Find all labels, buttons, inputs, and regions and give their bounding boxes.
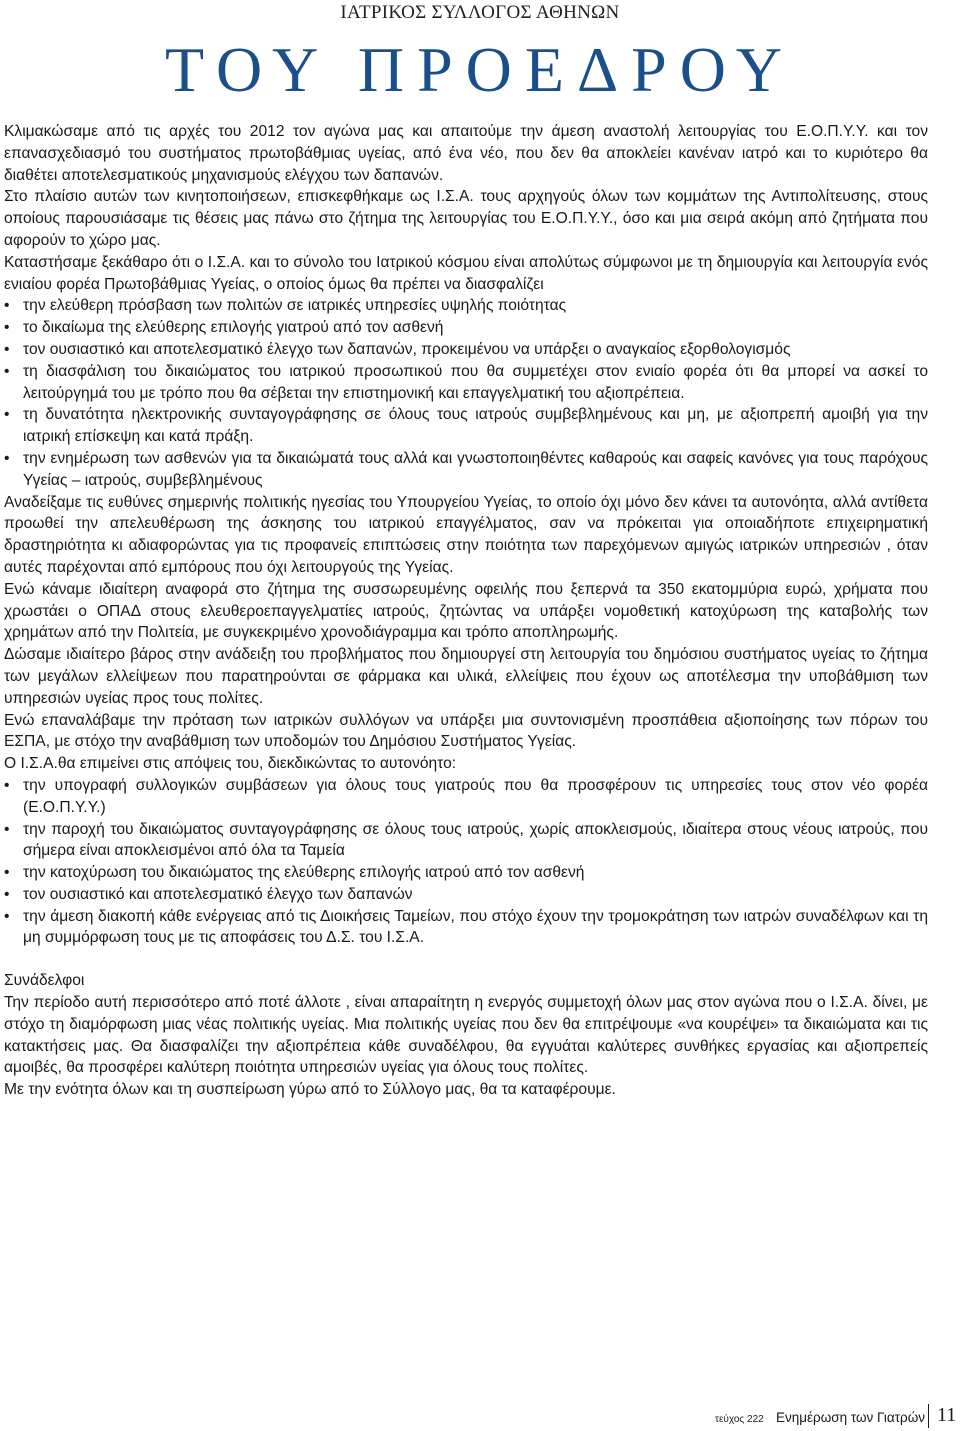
issue-number: τεύχος 222 [715,1414,764,1425]
publication-name: Ενημέρωση των Γιατρών [776,1410,926,1425]
list-item: • την ελεύθερη πρόσβαση των πολιτών σε ιατρικές υπηρεσίες υψηλής ποιότητας [4,295,928,317]
bullet-icon: • [4,340,10,358]
paragraph-closing: Με την ενότητα όλων και τη συσπείρωση γύρω από το Σύλλογο μας, θα τα καταφέρουμε. [4,1081,616,1099]
claims-list [4,775,928,949]
footer-divider [928,1404,929,1428]
bullet-icon: • [4,449,10,467]
bullet-icon: • [4,776,10,794]
bullet-icon: • [4,297,10,315]
list-item: • τον ουσιαστικό και αποτελεσματικό έλεγχο των δαπανών [4,884,928,906]
list-item: • τη διασφάλιση του δικαιώματος του ιατρικού προσωπικού που θα συμμετέχει στον ενιαίο φορέα ότι θα μπορεί να ασκεί το λειτούργημά του με τρόπο που θα σέβεται την επιστημονική και επαγγελματική του αξιοπρέπεια. [4,362,928,402]
paragraph-position: Καταστήσαμε ξεκάθαρο ότι ο Ι.Σ.Α. και το σύνολο του Ιατρικού κόσμου είναι απολύτως σύμφωνοι με τη δημιουργία και λειτουργία ενός ενιαίου φορέα Πρωτοβάθμιας Υγείας, ο οποίος όμως θα πρέπει να διασφαλίζει [4,253,928,293]
paragraph-espa: Ενώ επαναλάβαμε την πρόταση των ιατρικών συλλόγων να υπάρξει μια συντονισμένη προσπάθεια αξιοποίησης των πόρων του ΕΣΠΑ, με στόχο την αναβάθμιση των υποδομών του Δημόσιου Συστήματος Υγείας. [4,711,928,751]
page-footer [0,1404,960,1431]
association-name: ΙΑΤΡΙΚΟΣ ΣΥΛΛΟΓΟΣ ΑΘΗΝΩΝ [340,2,620,23]
bullet-icon: • [4,864,10,882]
page-title: ΤΟΥ ΠΡΟΕΔΡΟΥ [165,34,795,105]
article-body [4,121,928,1101]
paragraph-shortages: Δώσαμε ιδιαίτερο βάρος στην ανάδειξη του προβλήματος που δημιουργεί στη λειτουργία του δημόσιου συστήματος υγείας το ζήτημα των μεγάλων ελλείψεων που παρατηρούνται σε φάρμακα και υλικά, ελλείψεις που έχουν ως αποτέλεσμα την υποβάθμιση των υπηρεσιών υγείας προς τους πολίτες. [4,646,928,707]
list-item: • τη δυνατότητα ηλεκτρονικής συνταγογράφησης σε όλους τους ιατρούς συμβεβλημένους και μη, με αξιοπρεπή αμοιβή για την ιατρική επίσκεψη και κατά πράξη. [4,406,928,446]
bullet-icon: • [4,319,10,337]
list-item: • την κατοχύρωση του δικαιώματος της ελεύθερης επιλογής ιατρού από τον ασθενή [4,862,928,884]
paragraph-debt: Ενώ κάναμε ιδιαίτερη αναφορά στο ζήτημα της συσσωρευμένης οφειλής που ξεπερνά τα 350 εκατομμύρια ευρώ, χρήματα που χρωστάει ο ΟΠΑΔ στους ελευθεροεπαγγελματίες ιατρούς, ζητώντας να υπάρξει νομοθετική κατοχύρωση της καταβολής των χρημάτων από την Πολιτεία, με συγκεκριμένο χρονοδιάγραμμα και τρόπο αποπληρωμής. [4,580,928,642]
paragraph-visits: Στο πλαίσιο αυτών των κινητοποιήσεων, επισκεφθήκαμε ως Ι.Σ.Α. τους αρχηγούς όλων των κομμάτων της Αντιπολίτευσης, στους οποίους παρουσιάσαμε τις θέσεις μας πάνω στο ζήτημα της λειτουργίας του Ε.Ο.Π.Υ.Υ., όσο και μια σειρά ακόμη από ζητήματα που αφορούν το χώρο μας. [4,188,928,249]
salutation: Συνάδελφοι [4,972,85,990]
paragraph-insistence: Ο Ι.Σ.Α.θα επιμείνει στις απόψεις του, διεκδικώντας το αυτονόητο: [4,755,457,773]
list-item: • την υπογραφή συλλογικών συμβάσεων για όλους τους γιατρούς που θα προσφέρουν τις υπηρεσίες τους στον νέο φορέα (Ε.Ο.Π.Υ.Υ.) [4,776,928,816]
bullet-icon: • [4,885,10,903]
list-item: • το δικαίωμα της ελεύθερης επιλογής γιατρού από τον ασθενή [4,317,928,339]
bullet-icon: • [4,362,10,380]
paragraph-responsibilities: Αναδείξαμε τις ευθύνες σημερινής πολιτικής ηγεσίας του Υπουργείου Υγείας, το οποίο όχι μόνο δεν κάνει τα αυτονόητα, αλλά αντίθετα προωθεί την απελευθέρωση της άσκησης του ιατρικού επαγγέλματος, σαν να πρόκειται για οποιαδήποτε επιχειρηματική δραστηριότητα κι αδιαφορώντας για τις προφανείς επιπτώσεις στην ποιότητα των παρεχόμενων αμιγώς ιατρικών υπηρεσιών , όταν αυτές παρέχονται από εμπόρους που όχι λειτουργούς της Υγείας. [4,493,928,576]
page-number: 11 [937,1404,957,1426]
list-item: • την άμεση διακοπή κάθε ενέργειας από τις Διοικήσεις Ταμείων, που στόχο έχουν την τρομοκράτηση των ιατρών συναδέλφων και τη μη συμμόρφωση τους με τις αποφάσεις του Δ.Σ. του Ι.Σ.Α. [4,907,928,947]
bullet-icon: • [4,406,10,424]
paragraph-call-to-action: Την περίοδο αυτή περισσότερο από ποτέ άλλοτε , είναι απαραίτητη η ενεργός συμμετοχή όλων μας στον αγώνα που ο Ι.Σ.Α. δίνει, με στόχο τη διαμόρφωση μιας νέας πολιτικής υγείας. Μια πολιτικής υγείας που δεν θα επιτρέψουμε «να κουρέψει» τα δικαιώματα και τις κατακτήσεις μας. Θα διασφαλίζει την αξιοπρέπεια κάθε συναδέλφου, θα εγγυάται καλύτερες συνθήκες εργασίας και αξιοπρεπείς αμοιβές, θα προσφέρει καλύτερη ποιότητα υπηρεσιών υγείας για όλους τους πολίτες. [4,994,928,1077]
demands-list [4,295,928,491]
section-spacer [4,949,928,970]
bullet-icon: • [4,907,10,925]
bullet-icon: • [4,820,10,838]
list-item: • τον ουσιαστικό και αποτελεσματικό έλεγχο των δαπανών, προκειμένου να υπάρξει ο αναγκαίος εξορθολογισμός [4,339,928,361]
list-item: • την ενημέρωση των ασθενών για τα δικαιώματά τους αλλά και γνωστοποιηθέντες καθαρούς και σαφείς κανόνες για τους παρόχους Υγείας – ιατρούς, συμβεβλημένους [4,449,928,489]
list-item: • την παροχή του δικαιώματος συνταγογράφησης σε όλους τους ιατρούς, χωρίς αποκλεισμούς, ιδιαίτερα στους νέους ιατρούς, που σήμερα είναι αποκλεισμένοι από όλα τα Ταμεία [4,820,928,860]
paragraph-intro: Κλιμακώσαμε από τις αρχές του 2012 τον αγώνα μας και απαιτούμε την άμεση αναστολή λειτουργίας του Ε.Ο.Π.Υ.Υ. και τον επανασχεδιασμό του συστήματος πρωτοβάθμιας υγείας, από ένα νέο, που δεν θα αποκλείει κανέναν ιατρό και το κυριότερο θα διαθέτει αποτελεσματικούς μηχανισμούς ελέγχου των δαπανών. [4,123,928,184]
